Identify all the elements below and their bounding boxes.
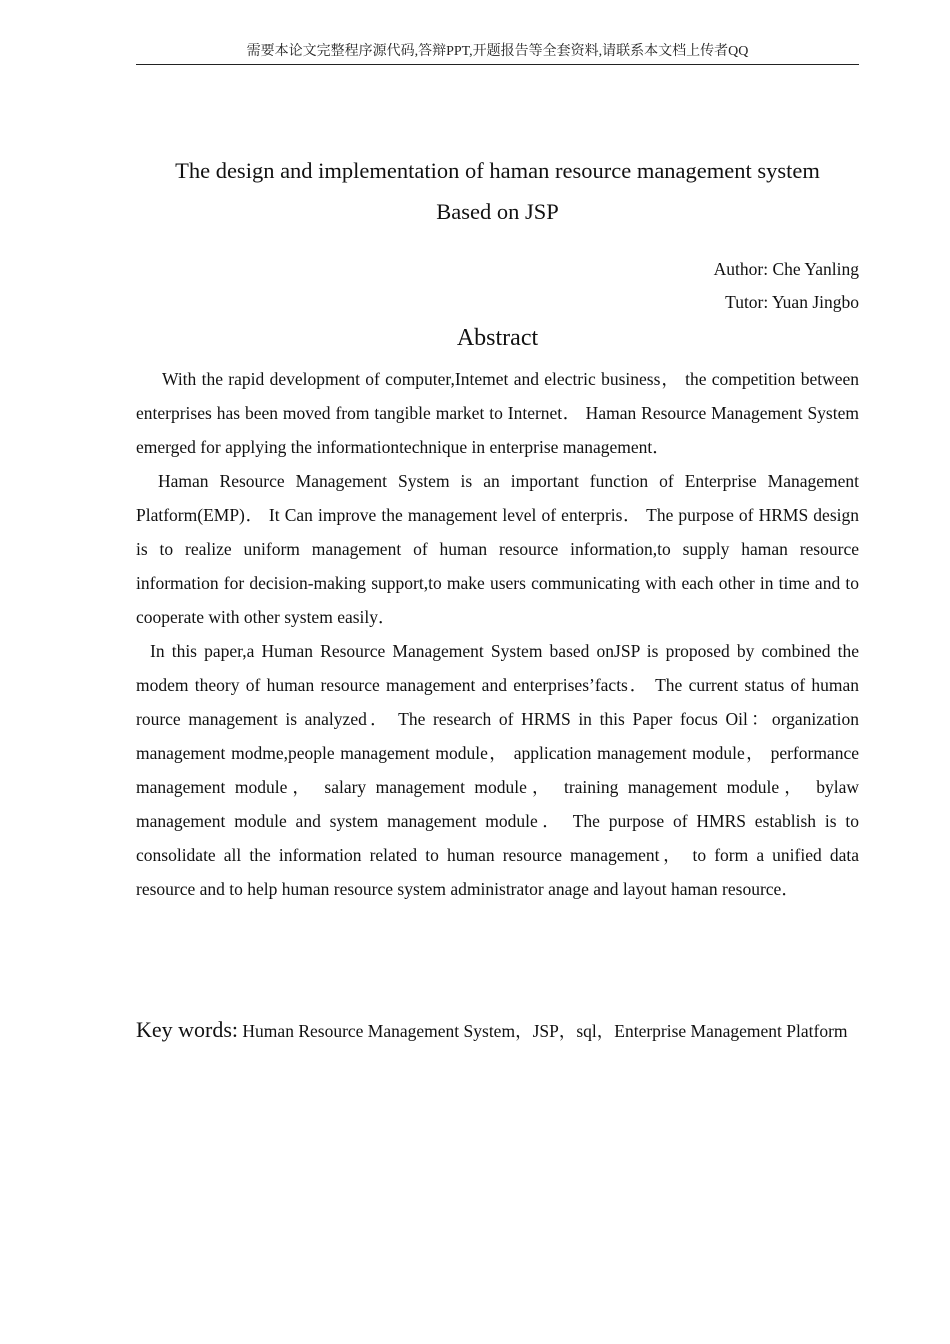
abstract-paragraph-3: In this paper,a Human Resource Management System based onJSP is proposed by combined the modem theory of human resource management and enterprises’facts． The current status of human rource management is analyzed． The research of HRMS in this Paper focus Oil：organization management modme,people management module， application management module， performance management module， salary management module， training management module， bylaw management module and system management module． The purpose of HMRS establish is to consolidate all the information related to human resource management， to form a unified data resource and to help human resource system administrator anage and layout haman resource． — [136, 641, 859, 899]
abstract-paragraph-2: Haman Resource Management System is an important function of Enterprise Management Platform(EMP)． It Can improve the management level of enterpris． The purpose of HRMS design is to realize uniform management of human resource information,to supply haman resource information for decision-making support,to make users communicating with each other in time and to cooperate with other system easily． — [136, 471, 859, 627]
keywords-text: Human Resource Management System，JSP，sql，Enterprise Management Platform — [242, 1021, 848, 1041]
abstract-paragraph-1: With the rapid development of computer,Intemet and electric business， the competition between enterprises has been moved from tangible market to Internet． Haman Resource Management System emerged for applying the informationtechnique in enterprise management． — [136, 369, 859, 457]
byline — [136, 253, 859, 319]
keywords — [136, 1013, 859, 1048]
author-line: Author: Che Yanling — [713, 259, 859, 279]
paper-title-line-1: The design and implementation of haman resource management system — [175, 158, 820, 183]
abstract-body — [136, 362, 859, 906]
tutor-line: Tutor: Yuan Jingbo — [725, 292, 859, 312]
paper-title — [136, 150, 859, 232]
running-header: 需要本论文完整程序源代码,答辩PPT,开题报告等全套资料,请联系本文档上传者QQ — [246, 44, 749, 59]
keywords-label: Key words: — [136, 1017, 239, 1042]
header-rule — [136, 64, 859, 65]
paper-title-line-2: Based on JSP — [436, 199, 559, 224]
abstract-heading: Abstract — [456, 325, 539, 351]
